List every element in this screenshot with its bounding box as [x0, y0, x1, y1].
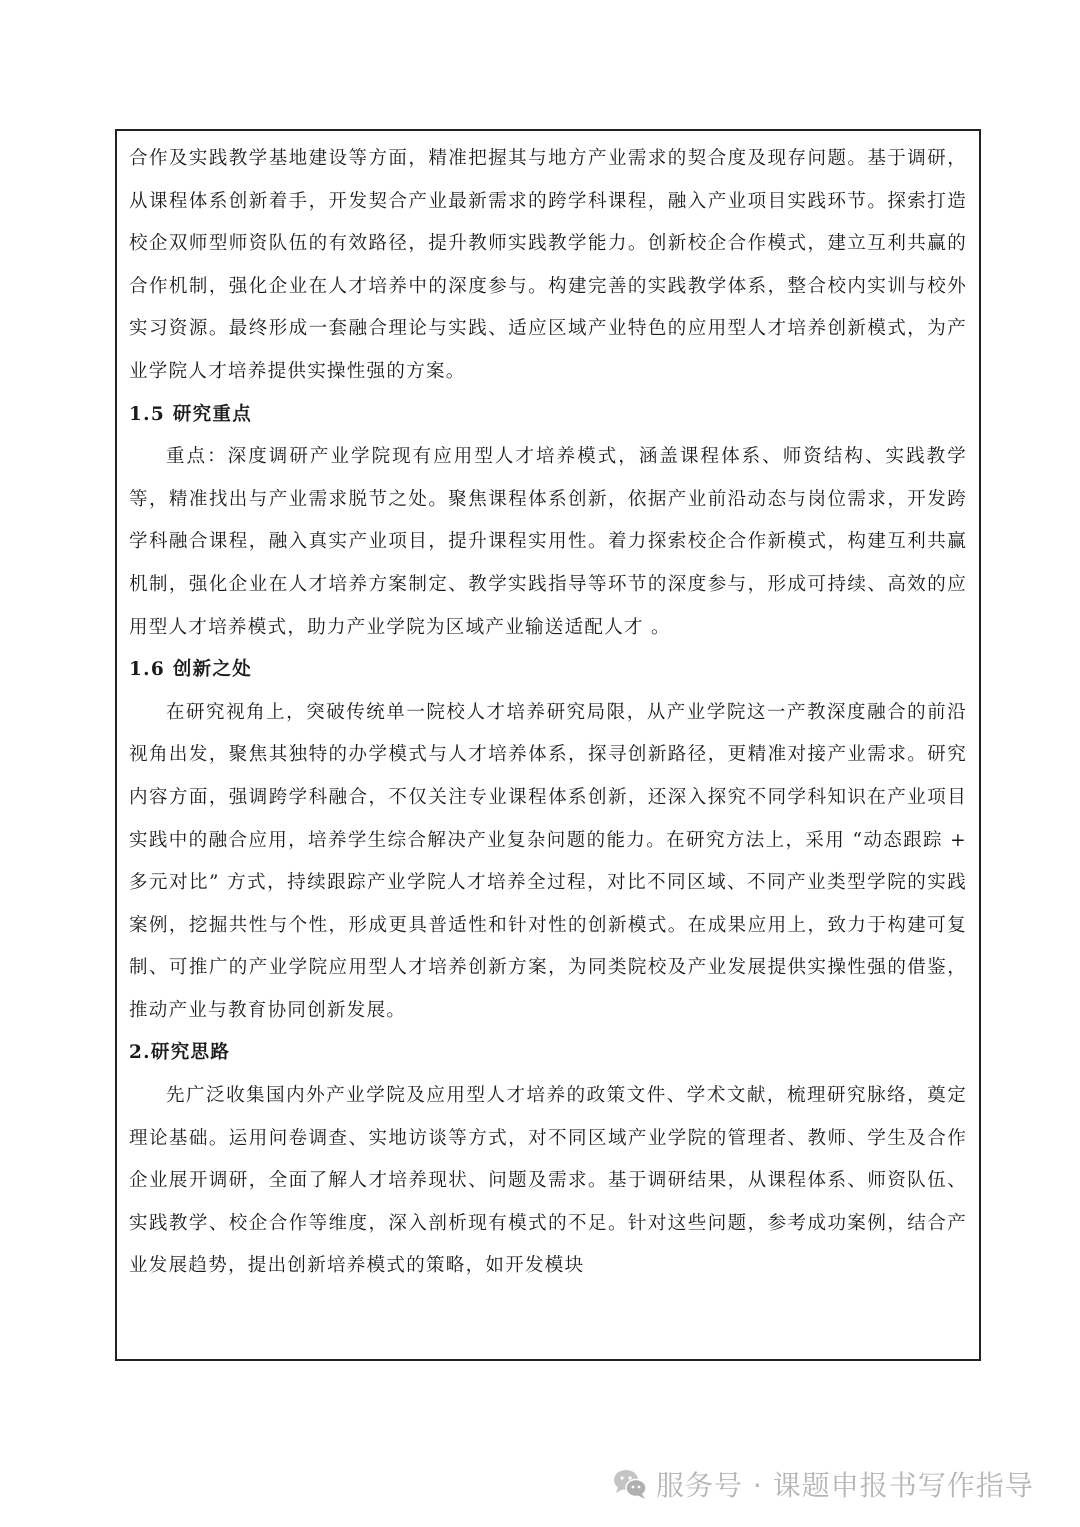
paragraph-research-focus: 重点：深度调研产业学院现有应用型人才培养模式，涵盖课程体系、师资结构、实践教学等，精准找出与产业需求脱节之处。聚焦课程体系创新，依据产业前沿动态与岗位需求，开发跨学科融合课程，融入真实产业项目，提升课程实用性。着力探索校企合作新模式，构建互利共赢机制，强化企业在人才培养方案制定、教学实践指导等环节的深度参与，形成可持续、高效的应用型人才培养模式，助力产业学院为区域产业输送适配人才 。 [129, 446, 967, 638]
paragraph-research-approach: 先广泛收集国内外产业学院及应用型人才培养的政策文件、学术文献，梳理研究脉络，奠定理论基础。运用问卷调查、实地访谈等方式，对不同区域产业学院的管理者、教师、学生及合作企业展开调研，全面了解人才培养现状、问题及需求。基于调研结果，从课程体系、师资队伍、实践教学、校企合作等维度，深入剖析现有模式的不足。针对这些问题，参考成功案例，结合产业发展趋势，提出创新培养模式的策略，如开发模块 [129, 1085, 967, 1277]
heading-innovation: 1.6 创新之处 [129, 659, 253, 681]
paragraph-innovation: 在研究视角上，突破传统单一院校人才培养研究局限，从产业学院这一产教深度融合的前沿视角出发，聚焦其独特的办学模式与人才培养体系，探寻创新路径，更精准对接产业需求。研究内容方面，强调跨学科融合，不仅关注专业课程体系创新，还深入探究不同学科知识在产业项目实践中的融合应用，培养学生综合解决产业复杂问题的能力。在研究方法上，采用 “动态跟踪 + 多元对比” 方式，持续跟踪产业学院人才培养全过程，对比不同区域、不同产业类型学院的实践案例，挖掘共性与个性，形成更具普适性和针对性的创新模式。在成果应用上，致力于构建可复制、可推广的产业学院应用型人才培养创新方案，为同类院校及产业发展提供实操性强的借鉴，推动产业与教育协同创新发展。 [129, 701, 967, 1021]
watermark-text: 服务号 · 课题申报书写作指导 [656, 1469, 1034, 1502]
document-frame [115, 129, 981, 1361]
paragraph-research-goal: 合作及实践教学基地建设等方面，精准把握其与地方产业需求的契合度及现存问题。基于调研，从课程体系创新着手，开发契合产业最新需求的跨学科课程，融入产业项目实践环节。探索打造校企双师型师资队伍的有效路径，提升教师实践教学能力。创新校企合作模式，建立互利共赢的合作机制，强化企业在人才培养中的深度参与。构建完善的实践教学体系，整合校内实训与校外实习资源。最终形成一套融合理论与实践、适应区域产业特色的应用型人才培养创新模式，为产业学院人才培养提供实操性强的方案。 [129, 148, 967, 382]
heading-research-focus: 1.5 研究重点 [129, 403, 253, 425]
watermark [612, 1458, 1034, 1510]
heading-research-approach: 2.研究思路 [129, 1042, 231, 1064]
wechat-icon [612, 1467, 648, 1501]
